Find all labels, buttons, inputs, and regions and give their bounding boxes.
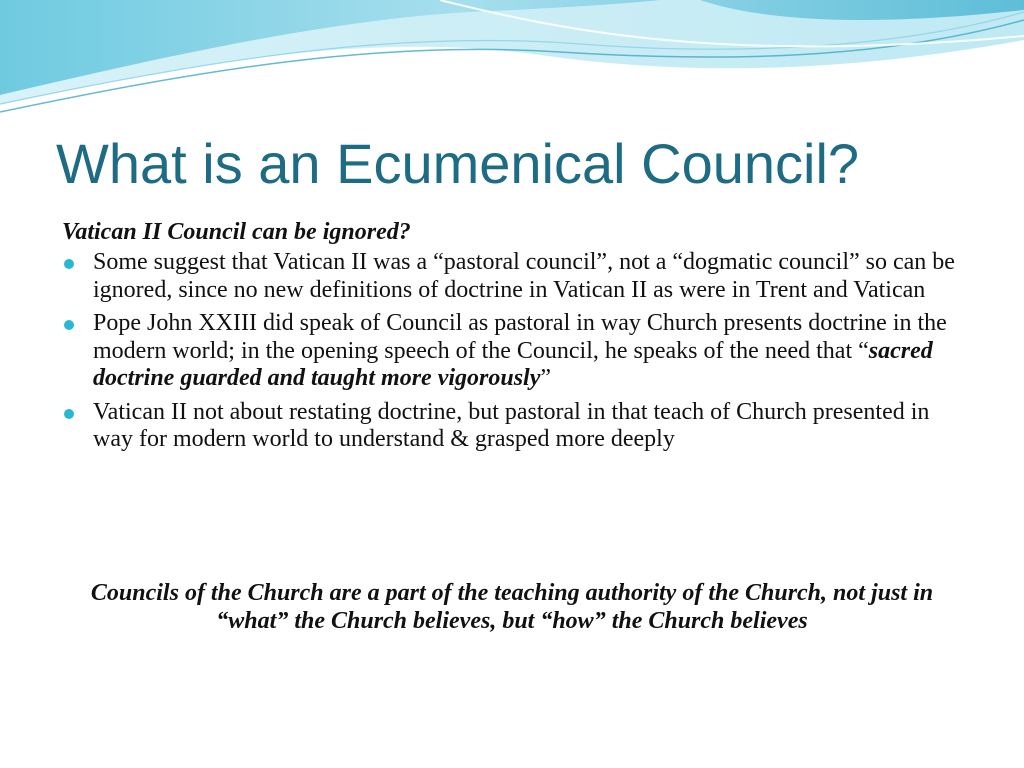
bullet-item	[62, 310, 962, 393]
bullet-text: Vatican II not about restating doctrine, but pastoral in that teach of Church presented in way for modern world to understand & grasped more deeply	[93, 398, 930, 452]
slide-title: What is an Ecumenical Council?	[56, 132, 860, 195]
bullet-text-end: ”	[540, 365, 552, 391]
bullet-text: Some suggest that Vatican II was a “pastoral council”, not a “dogmatic council” so can be ignored, since no new definitions of doctrine in Vatican II as were in Trent and Vatican	[93, 249, 955, 303]
summary-statement: Councils of the Church are a part of the teaching authority of the Church, not just in “what” the Church believes, but “how” the Church believes	[90, 580, 934, 634]
bullet-item	[62, 249, 962, 304]
bullet-dot-icon	[64, 259, 74, 269]
bullet-text: Pope John XXIII did speak of Council as pastoral in way Church presents doctrine in the modern world; in the opening speech of the Council, he speaks of the need that “	[93, 310, 947, 364]
bullet-item	[62, 399, 962, 454]
bullet-emphasis: sacred doctrine guarded and taught more vigorously	[93, 337, 933, 391]
subheading: Vatican II Council can be ignored?	[62, 219, 411, 245]
bullet-dot-icon	[64, 320, 74, 330]
bullet-dot-icon	[64, 409, 74, 419]
slide-body	[62, 217, 962, 460]
bullet-list	[62, 249, 962, 454]
header-wave-decoration	[0, 0, 1024, 130]
